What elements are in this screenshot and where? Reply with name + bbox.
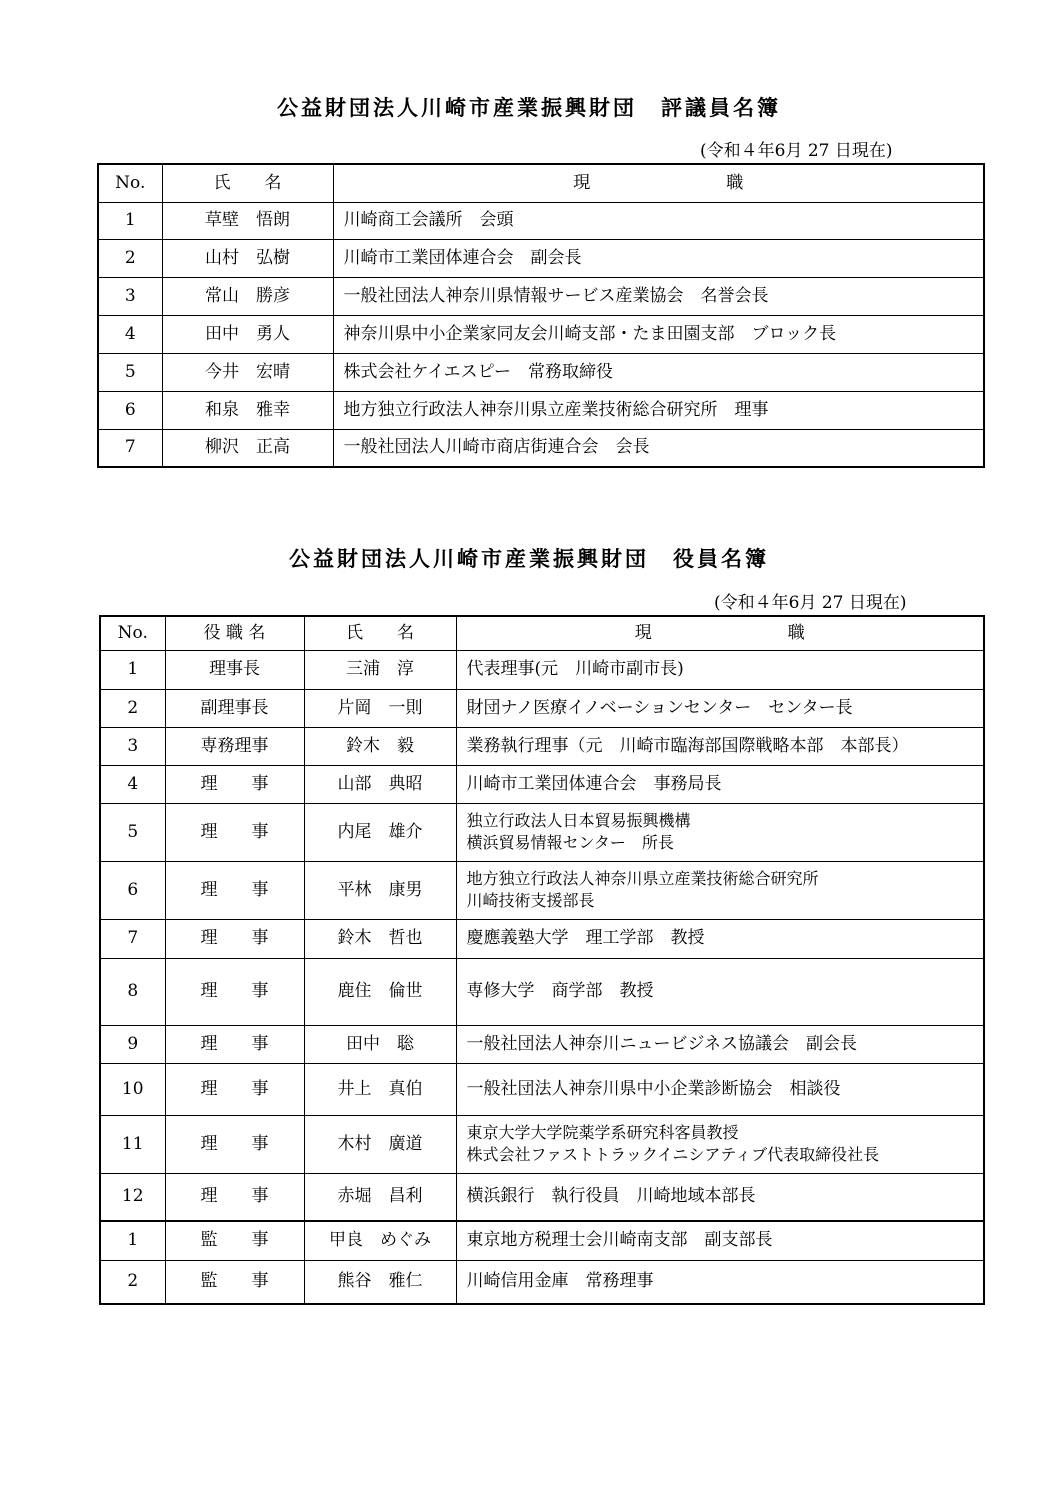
officer-role: 理 事 xyxy=(165,803,304,861)
councilor-name: 柳沢 正高 xyxy=(162,429,333,467)
officer-role: 専務理事 xyxy=(165,727,304,765)
councilors-table xyxy=(97,163,985,468)
row-number: 7 xyxy=(98,429,162,467)
officer-name: 内尾 雄介 xyxy=(304,803,456,861)
table-row xyxy=(100,1025,984,1063)
row-number: 3 xyxy=(98,277,162,315)
councilors-title: 公益財団法人川崎市産業振興財団 評議員名簿 xyxy=(277,96,781,120)
row-number: 8 xyxy=(100,958,165,1025)
councilors-as-of-date: (令和４年6月 27 日現在) xyxy=(700,141,893,161)
councilor-position: 川崎商工会議所 会頭 xyxy=(333,202,984,239)
officer-role: 理 事 xyxy=(165,861,304,919)
position-line: 独立行政法人日本貿易振興機構 xyxy=(466,811,691,831)
position-line: 地方独立行政法人神奈川県立産業技術総合研究所 xyxy=(466,869,819,889)
position-line: 横浜銀行 執行役員 川崎地域本部長 xyxy=(466,1186,756,1207)
position-line: 専修大学 商学部 教授 xyxy=(466,981,654,1002)
officer-name: 木村 廣道 xyxy=(304,1115,456,1173)
officers-as-of-date: (令和４年6月 27 日現在) xyxy=(714,593,907,613)
officer-role: 監 事 xyxy=(165,1221,304,1260)
row-number: 3 xyxy=(100,727,165,765)
councilor-name: 草壁 悟朗 xyxy=(162,202,333,239)
officer-role: 理事長 xyxy=(165,650,304,689)
officer-name: 平林 康男 xyxy=(304,861,456,919)
table-row xyxy=(98,239,984,277)
row-number: 7 xyxy=(100,919,165,958)
row-number: 6 xyxy=(98,391,162,429)
column-header-position: 現 職 xyxy=(333,164,984,202)
table-row xyxy=(100,765,984,803)
officer-role: 理 事 xyxy=(165,958,304,1025)
row-number: 5 xyxy=(100,803,165,861)
councilor-name: 和泉 雅幸 xyxy=(162,391,333,429)
officers-header-row xyxy=(100,616,984,650)
table-row xyxy=(98,429,984,467)
table-row xyxy=(98,353,984,391)
officer-name: 片岡 一則 xyxy=(304,689,456,727)
table-row xyxy=(100,727,984,765)
row-number: 5 xyxy=(98,353,162,391)
table-row xyxy=(100,919,984,958)
officer-position xyxy=(456,919,984,958)
position-line: 財団ナノ医療イノベーションセンター センター長 xyxy=(466,697,853,718)
row-number: 1 xyxy=(100,1221,165,1260)
row-number: 4 xyxy=(98,315,162,353)
officer-role: 理 事 xyxy=(165,1115,304,1173)
row-number: 2 xyxy=(100,689,165,727)
table-row xyxy=(100,861,984,919)
officer-position xyxy=(456,727,984,765)
position-line: 東京地方税理士会川崎南支部 副支部長 xyxy=(466,1230,773,1251)
table-row xyxy=(100,803,984,861)
councilor-position: 株式会社ケイエスピー 常務取締役 xyxy=(333,353,984,391)
position-line: 一般社団法人神奈川ニュービジネス協議会 副会長 xyxy=(466,1033,857,1054)
row-number: 9 xyxy=(100,1025,165,1063)
row-number: 11 xyxy=(100,1115,165,1173)
officer-role: 理 事 xyxy=(165,1025,304,1063)
officer-position xyxy=(456,861,984,919)
councilors-header-row xyxy=(98,164,984,202)
officer-position xyxy=(456,1260,984,1304)
officer-name: 三浦 淳 xyxy=(304,650,456,689)
officer-position xyxy=(456,765,984,803)
officer-position xyxy=(456,1115,984,1173)
officer-position xyxy=(456,1173,984,1221)
officer-position xyxy=(456,689,984,727)
officer-name: 井上 真伯 xyxy=(304,1063,456,1115)
position-line: 代表理事(元 川崎市副市長) xyxy=(466,659,684,680)
officer-role: 副理事長 xyxy=(165,689,304,727)
row-number: 1 xyxy=(100,650,165,689)
table-row xyxy=(100,1173,984,1221)
row-number: 12 xyxy=(100,1173,165,1221)
position-line: 川崎信用金庫 常務理事 xyxy=(466,1271,654,1292)
row-number: 10 xyxy=(100,1063,165,1115)
officer-position xyxy=(456,1063,984,1115)
councilor-position: 川崎市工業団体連合会 副会長 xyxy=(333,239,984,277)
row-number: 1 xyxy=(98,202,162,239)
officer-name: 田中 聡 xyxy=(304,1025,456,1063)
officer-name: 鈴木 毅 xyxy=(304,727,456,765)
table-row xyxy=(100,1260,984,1304)
table-row xyxy=(100,689,984,727)
officer-name: 鹿住 倫世 xyxy=(304,958,456,1025)
councilor-name: 常山 勝彦 xyxy=(162,277,333,315)
position-line: 横浜貿易情報センター 所長 xyxy=(466,833,674,852)
officer-role: 理 事 xyxy=(165,765,304,803)
officer-name: 甲良 めぐみ xyxy=(304,1221,456,1260)
table-row xyxy=(100,650,984,689)
officer-role: 理 事 xyxy=(165,1173,304,1221)
officer-position xyxy=(456,803,984,861)
table-row xyxy=(100,1063,984,1115)
position-line: 慶應義塾大学 理工学部 教授 xyxy=(466,928,705,949)
councilor-position: 地方独立行政法人神奈川県立産業技術総合研究所 理事 xyxy=(333,391,984,429)
row-number: 6 xyxy=(100,861,165,919)
officer-position xyxy=(456,1221,984,1260)
position-line: 川崎市工業団体連合会 事務局長 xyxy=(466,773,722,794)
officer-position xyxy=(456,650,984,689)
councilor-name: 山村 弘樹 xyxy=(162,239,333,277)
councilor-position: 一般社団法人川崎市商店街連合会 会長 xyxy=(333,429,984,467)
officers-table xyxy=(99,615,985,1305)
column-header-role: 役 職 名 xyxy=(165,616,304,650)
officer-name: 山部 典昭 xyxy=(304,765,456,803)
position-line: 株式会社ファストトラックイニシアティブ代表取締役社長 xyxy=(466,1145,880,1164)
officers-title: 公益財団法人川崎市産業振興財団 役員名簿 xyxy=(289,547,769,571)
officer-role: 理 事 xyxy=(165,919,304,958)
officer-name: 赤堀 昌利 xyxy=(304,1173,456,1221)
row-number: 2 xyxy=(100,1260,165,1304)
officer-role: 監 事 xyxy=(165,1260,304,1304)
column-header-no: No. xyxy=(98,164,162,202)
position-line: 川崎技術支援部長 xyxy=(466,891,595,910)
councilor-name: 田中 勇人 xyxy=(162,315,333,353)
officer-position xyxy=(456,958,984,1025)
column-header-name: 氏 名 xyxy=(304,616,456,650)
table-row xyxy=(98,277,984,315)
table-row xyxy=(98,391,984,429)
position-line: 業務執行理事（元 川崎市臨海部国際戦略本部 本部長） xyxy=(466,735,909,756)
officer-name: 鈴木 哲也 xyxy=(304,919,456,958)
row-number: 4 xyxy=(100,765,165,803)
row-number: 2 xyxy=(98,239,162,277)
column-header-no: No. xyxy=(100,616,165,650)
position-line: 一般社団法人神奈川県中小企業診断協会 相談役 xyxy=(466,1078,841,1099)
column-header-name: 氏 名 xyxy=(162,164,333,202)
table-row xyxy=(100,1115,984,1173)
column-header-position: 現 職 xyxy=(456,616,984,650)
officer-role: 理 事 xyxy=(165,1063,304,1115)
councilor-position: 神奈川県中小企業家同友会川崎支部・たま田園支部 ブロック長 xyxy=(333,315,984,353)
table-row xyxy=(100,1221,984,1260)
position-line: 東京大学大学院薬学系研究科客員教授 xyxy=(466,1123,739,1143)
officer-name: 熊谷 雅仁 xyxy=(304,1260,456,1304)
officer-position xyxy=(456,1025,984,1063)
councilor-name: 今井 宏晴 xyxy=(162,353,333,391)
table-row xyxy=(100,958,984,1025)
councilor-position: 一般社団法人神奈川県情報サービス産業協会 名誉会長 xyxy=(333,277,984,315)
table-row xyxy=(98,315,984,353)
table-row xyxy=(98,202,984,239)
